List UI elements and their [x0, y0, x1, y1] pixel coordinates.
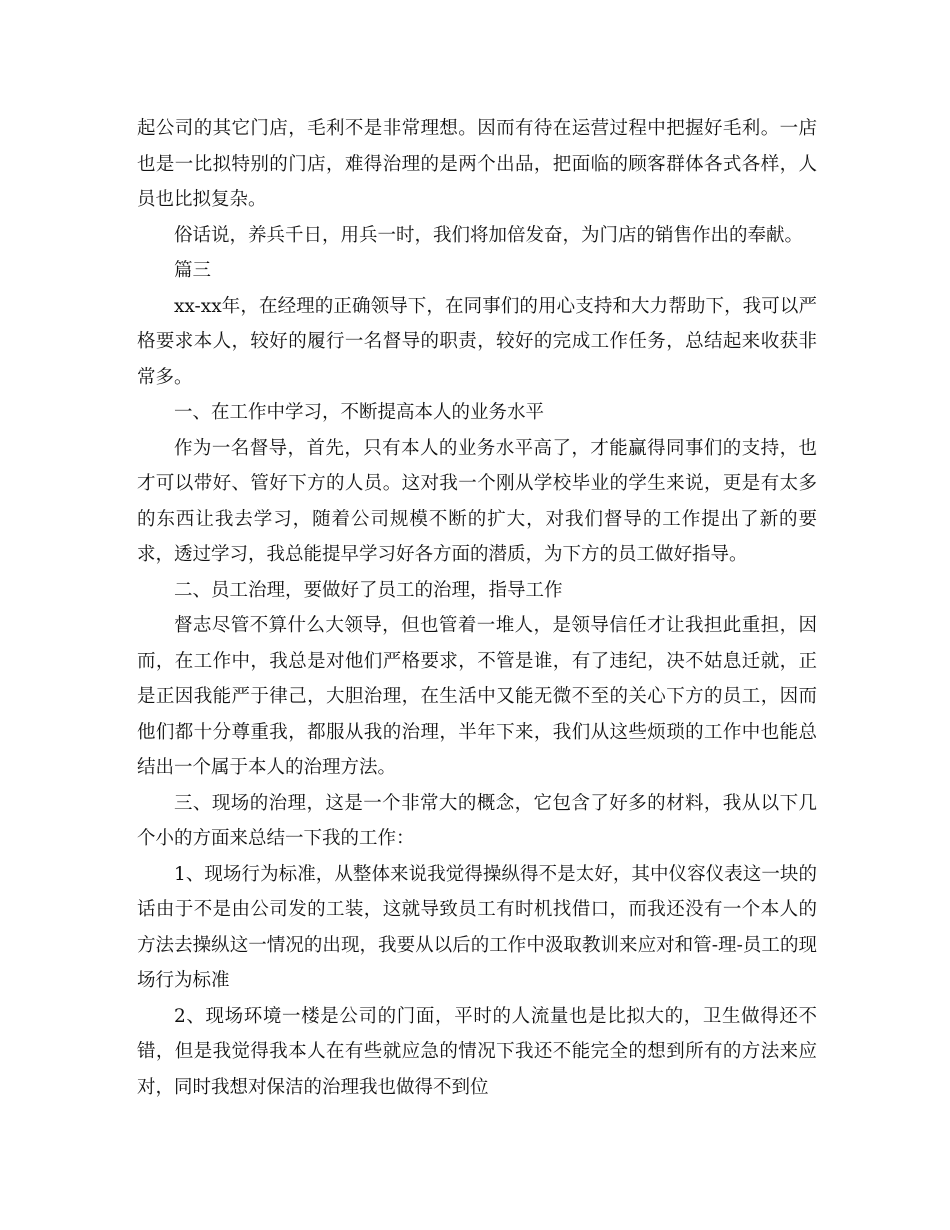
heading-learning: 一、在工作中学习，不断提高本人的业务水平 [174, 402, 545, 423]
heading-staff-management: 二、员工治理，要做好了员工的治理，指导工作 [174, 579, 563, 601]
paragraph-proverb: 俗话说，养兵千日，用兵一时，我们将加倍发奋，为门店的销售作出的奉献。 [174, 224, 804, 246]
paragraph-intro: xx-xx年，在经理的正确领导下，在同事们的用心支持和大力帮助下，我可以严格要求本人，较好的履行一名督导的职责，较好的完成工作任务，总结起来收获非常多。 [137, 295, 817, 388]
paragraph-site-environment: 2、现场环境一楼是公司的门面，平时的人流量也是比拟大的，卫生做得还不错，但是我觉得我本人在有些就应急的情况下我还不能完全的想到所有的方法来应对，同时我想对保洁的治理我也做得不到位 [137, 1005, 817, 1098]
heading-site-management: 三、现场的治理，这是一个非常大的概念，它包含了好多的材料，我从以下几个小的方面来总结一下我的工作： [137, 792, 817, 849]
paragraph-learning: 作为一名督导，首先，只有本人的业务水平高了，才能赢得同事们的支持，也才可以带好、管好下方的人员。这对我一个刚从学校毕业的学生来说，更是有太多的东西让我去学习，随着公司规模不断的扩大，对我们督导的工作提出了新的要求，透过学习，我总能提早学习好各方面的潜质，为下方的员工做好指导。 [137, 437, 817, 565]
paragraph-staff-management: 督志尽管不算什么大领导，但也管着一堆人，是领导信任才让我担此重担，因而，在工作中，我总是对他们严格要求，不管是谁，有了违纪，决不姑息迁就，正是正因我能严于律己，大胆治理，在生活中又能无微不至的关心下方的员工，因而他们都十分尊重我，都服从我的治理，半年下来，我们从这些烦琐的工作中也能总结出一个属于本人的治理方法。 [137, 615, 817, 778]
paragraph-site-behavior: 1、现场行为标准，从整体来说我觉得操纵得不是太好，其中仪容仪表这一块的话由于不是由公司发的工装，这就导致员工有时机找借口，而我还没有一个本人的方法去操纵这一情况的出现，我要从以后的工作中汲取教训来应对和管-理-员工的现场行为标准 [137, 863, 817, 991]
paragraph-continuation: 起公司的其它门店，毛利不是非常理想。因而有待在运营过程中把握好毛利。一店也是一比拟特别的门店，难得治理的是两个出品，把面临的顾客群体各式各样，人员也比拟复杂。 [137, 118, 817, 210]
document-body [137, 111, 817, 1105]
section-heading-part-three: 篇三 [174, 260, 212, 281]
